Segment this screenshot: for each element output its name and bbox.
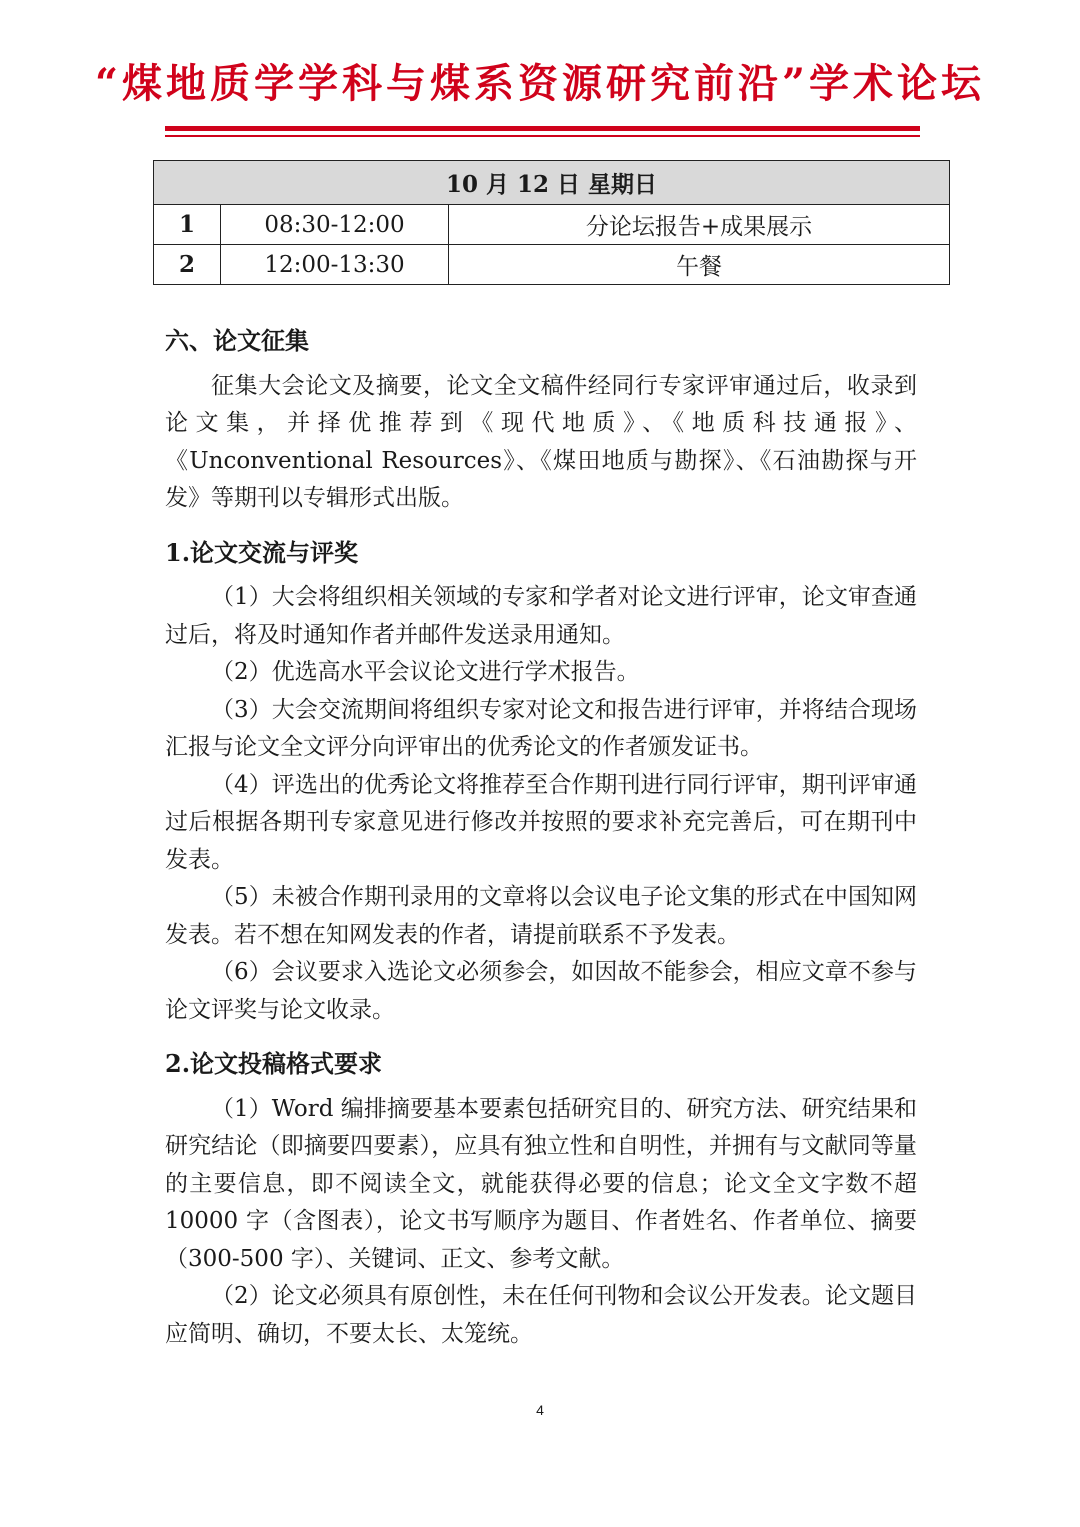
forum-title: “煤地质学学科与煤系资源研究前沿”学术论坛 [94, 60, 985, 107]
schedule-day-header: 10 月 12 日 星期日 [154, 161, 950, 205]
page-header [0, 58, 1080, 110]
list-item: （3）大会交流期间将组织专家对论文和报告进行评审，并将结合现场汇报与论文全文评分向评审出的优秀论文的作者颁发证书。 [165, 696, 917, 760]
row-event: 午餐 [449, 245, 950, 285]
list-item: （6）会议要求入选论文必须参会，如因故不能参会，相应文章不参与论文评奖与论文收录。 [165, 959, 917, 1023]
subsection-heading-exchange: 1.论文交流与评奖 [165, 537, 359, 567]
page-number: 4 [536, 1402, 544, 1418]
table-row [154, 205, 950, 245]
header-rule-thin [165, 135, 920, 137]
list-item: （1）Word 编排摘要基本要素包括研究目的、研究方法、研究结果和研究结论（即摘要四要素），应具有独立性和自明性，并拥有与文献同等量的主要信息，即不阅读全文，就能获得必要的信息；论文全文字数不超 10000 字（含图表），论文书写顺序为题目、作者姓名、作者单位、摘要（300-500 字）、关键词、正文、参考文献。 [165, 1095, 917, 1272]
row-number: 2 [154, 245, 221, 285]
row-number: 1 [154, 205, 221, 245]
section-heading-papers: 六、论文征集 [165, 326, 309, 355]
row-time: 12:00-13:30 [221, 245, 449, 285]
schedule-day-row [154, 161, 950, 205]
list-item: （2）优选高水平会议论文进行学术报告。 [211, 659, 640, 685]
row-event: 分论坛报告+成果展示 [449, 205, 950, 245]
table-row [154, 245, 950, 285]
list-item: （1）大会将组织相关领域的专家和学者对论文进行评审，论文审查通过后，将及时通知作者并邮件发送录用通知。 [165, 584, 917, 648]
list-item: （2）论文必须具有原创性，未在任何刊物和会议公开发表。论文题目应简明、确切，不要太长、太笼统。 [165, 1283, 917, 1347]
schedule-table [153, 160, 950, 285]
list-item: （4）评选出的优秀论文将推荐至合作期刊进行同行评审，期刊评审通过后根据各期刊专家意见进行修改并按照的要求补充完善后，可在期刊中发表。 [165, 771, 917, 873]
list-item: （5）未被合作期刊录用的文章将以会议电子论文集的形式在中国知网发表。若不想在知网发表的作者，请提前联系不予发表。 [165, 884, 917, 948]
body-content [165, 322, 917, 1353]
section-intro-paragraph: 征集大会论文及摘要，论文全文稿件经同行专家评审通过后，收录到论文集，并择优推荐到《现代地质》、《地质科技通报》、《Unconventional Resources》、《煤田地质与勘探》、《石油勘探与开发》等期刊以专辑形式出版。 [165, 372, 917, 511]
subsection-heading-format: 2.论文投稿格式要求 [165, 1049, 383, 1078]
header-rule-thick [165, 126, 920, 131]
row-time: 08:30-12:00 [221, 205, 449, 245]
